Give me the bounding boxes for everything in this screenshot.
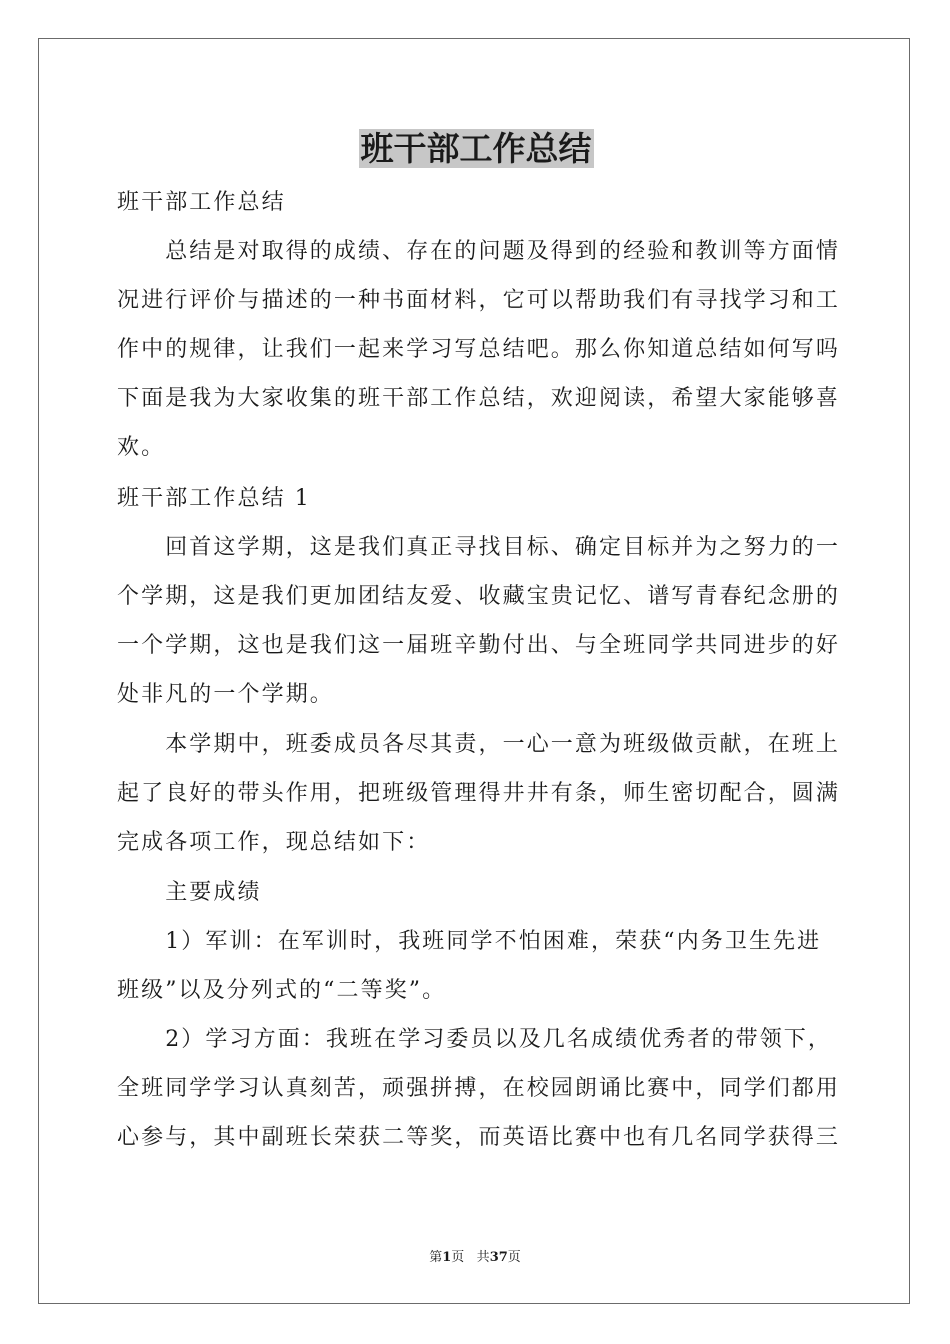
item-military-training bbox=[117, 917, 835, 1015]
page-suffix: 页 bbox=[451, 1250, 465, 1265]
text-line: 心参与，其中副班长荣获二等奖，而英语比赛中也有几名同学获得三 bbox=[117, 1125, 841, 1150]
paragraph-reflection bbox=[117, 523, 841, 719]
text-line: 班级”以及分列式的“二等奖”。 bbox=[117, 978, 447, 1003]
text-line: 下面是我为大家收集的班干部工作总结，欢迎阅读，希望大家能够喜 bbox=[117, 386, 841, 411]
main-achievements-heading bbox=[117, 868, 835, 917]
page-current: 1 bbox=[442, 1250, 452, 1265]
text-line: 班干部工作总结 1 bbox=[117, 486, 311, 511]
document-subtitle bbox=[117, 178, 835, 227]
text-line: 1）军训：在军训时，我班同学不怕困难，荣获“内务卫生先进 bbox=[117, 929, 822, 954]
text-line: 处非凡的一个学期。 bbox=[117, 682, 334, 707]
text-line: 欢。 bbox=[117, 435, 166, 460]
text-line: 作中的规律，让我们一起来学习写总结吧。那么你知道总结如何写吗 bbox=[117, 337, 841, 362]
item-study bbox=[117, 1015, 841, 1162]
text-line: 完成各项工作，现总结如下： bbox=[117, 830, 431, 855]
document-title bbox=[117, 127, 835, 171]
text-line: 一个学期，这也是我们这一届班辛勤付出、与全班同学共同进步的好 bbox=[117, 633, 841, 658]
total-suffix: 页 bbox=[507, 1250, 521, 1265]
text-line: 全班同学学习认真刻苦，顽强拼搏，在校园朗诵比赛中，同学们都用 bbox=[117, 1076, 841, 1101]
intro-paragraph bbox=[117, 227, 841, 472]
text-line: 个学期，这是我们更加团结友爱、收藏宝贵记忆、谱写青春纪念册的 bbox=[117, 584, 841, 609]
section-heading bbox=[117, 474, 835, 523]
text-line: 况进行评价与描述的一种书面材料，它可以帮助我们有寻找学习和工 bbox=[117, 288, 841, 313]
text-line: 2）学习方面：我班在学习委员以及几名成绩优秀者的带领下， bbox=[117, 1027, 832, 1052]
text-line: 起了良好的带头作用，把班级管理得井井有条，师生密切配合，圆满 bbox=[117, 781, 841, 806]
total-prefix: 共 bbox=[476, 1250, 490, 1265]
text-line: 回首这学期，这是我们真正寻找目标、确定目标并为之努力的一 bbox=[117, 535, 841, 560]
page-prefix: 第 bbox=[429, 1250, 443, 1265]
text-line: 班干部工作总结 bbox=[117, 190, 286, 215]
paragraph-committee bbox=[117, 720, 841, 867]
page-total: 37 bbox=[489, 1250, 508, 1265]
page-footer bbox=[0, 1246, 950, 1265]
text-line: 总结是对取得的成绩、存在的问题及得到的经验和教训等方面情 bbox=[117, 239, 841, 264]
text-line: 主要成绩 bbox=[117, 880, 262, 905]
document-title-text: 班干部工作总结 bbox=[360, 129, 592, 168]
text-line: 本学期中，班委成员各尽其责，一心一意为班级做贡献，在班上 bbox=[117, 732, 841, 757]
